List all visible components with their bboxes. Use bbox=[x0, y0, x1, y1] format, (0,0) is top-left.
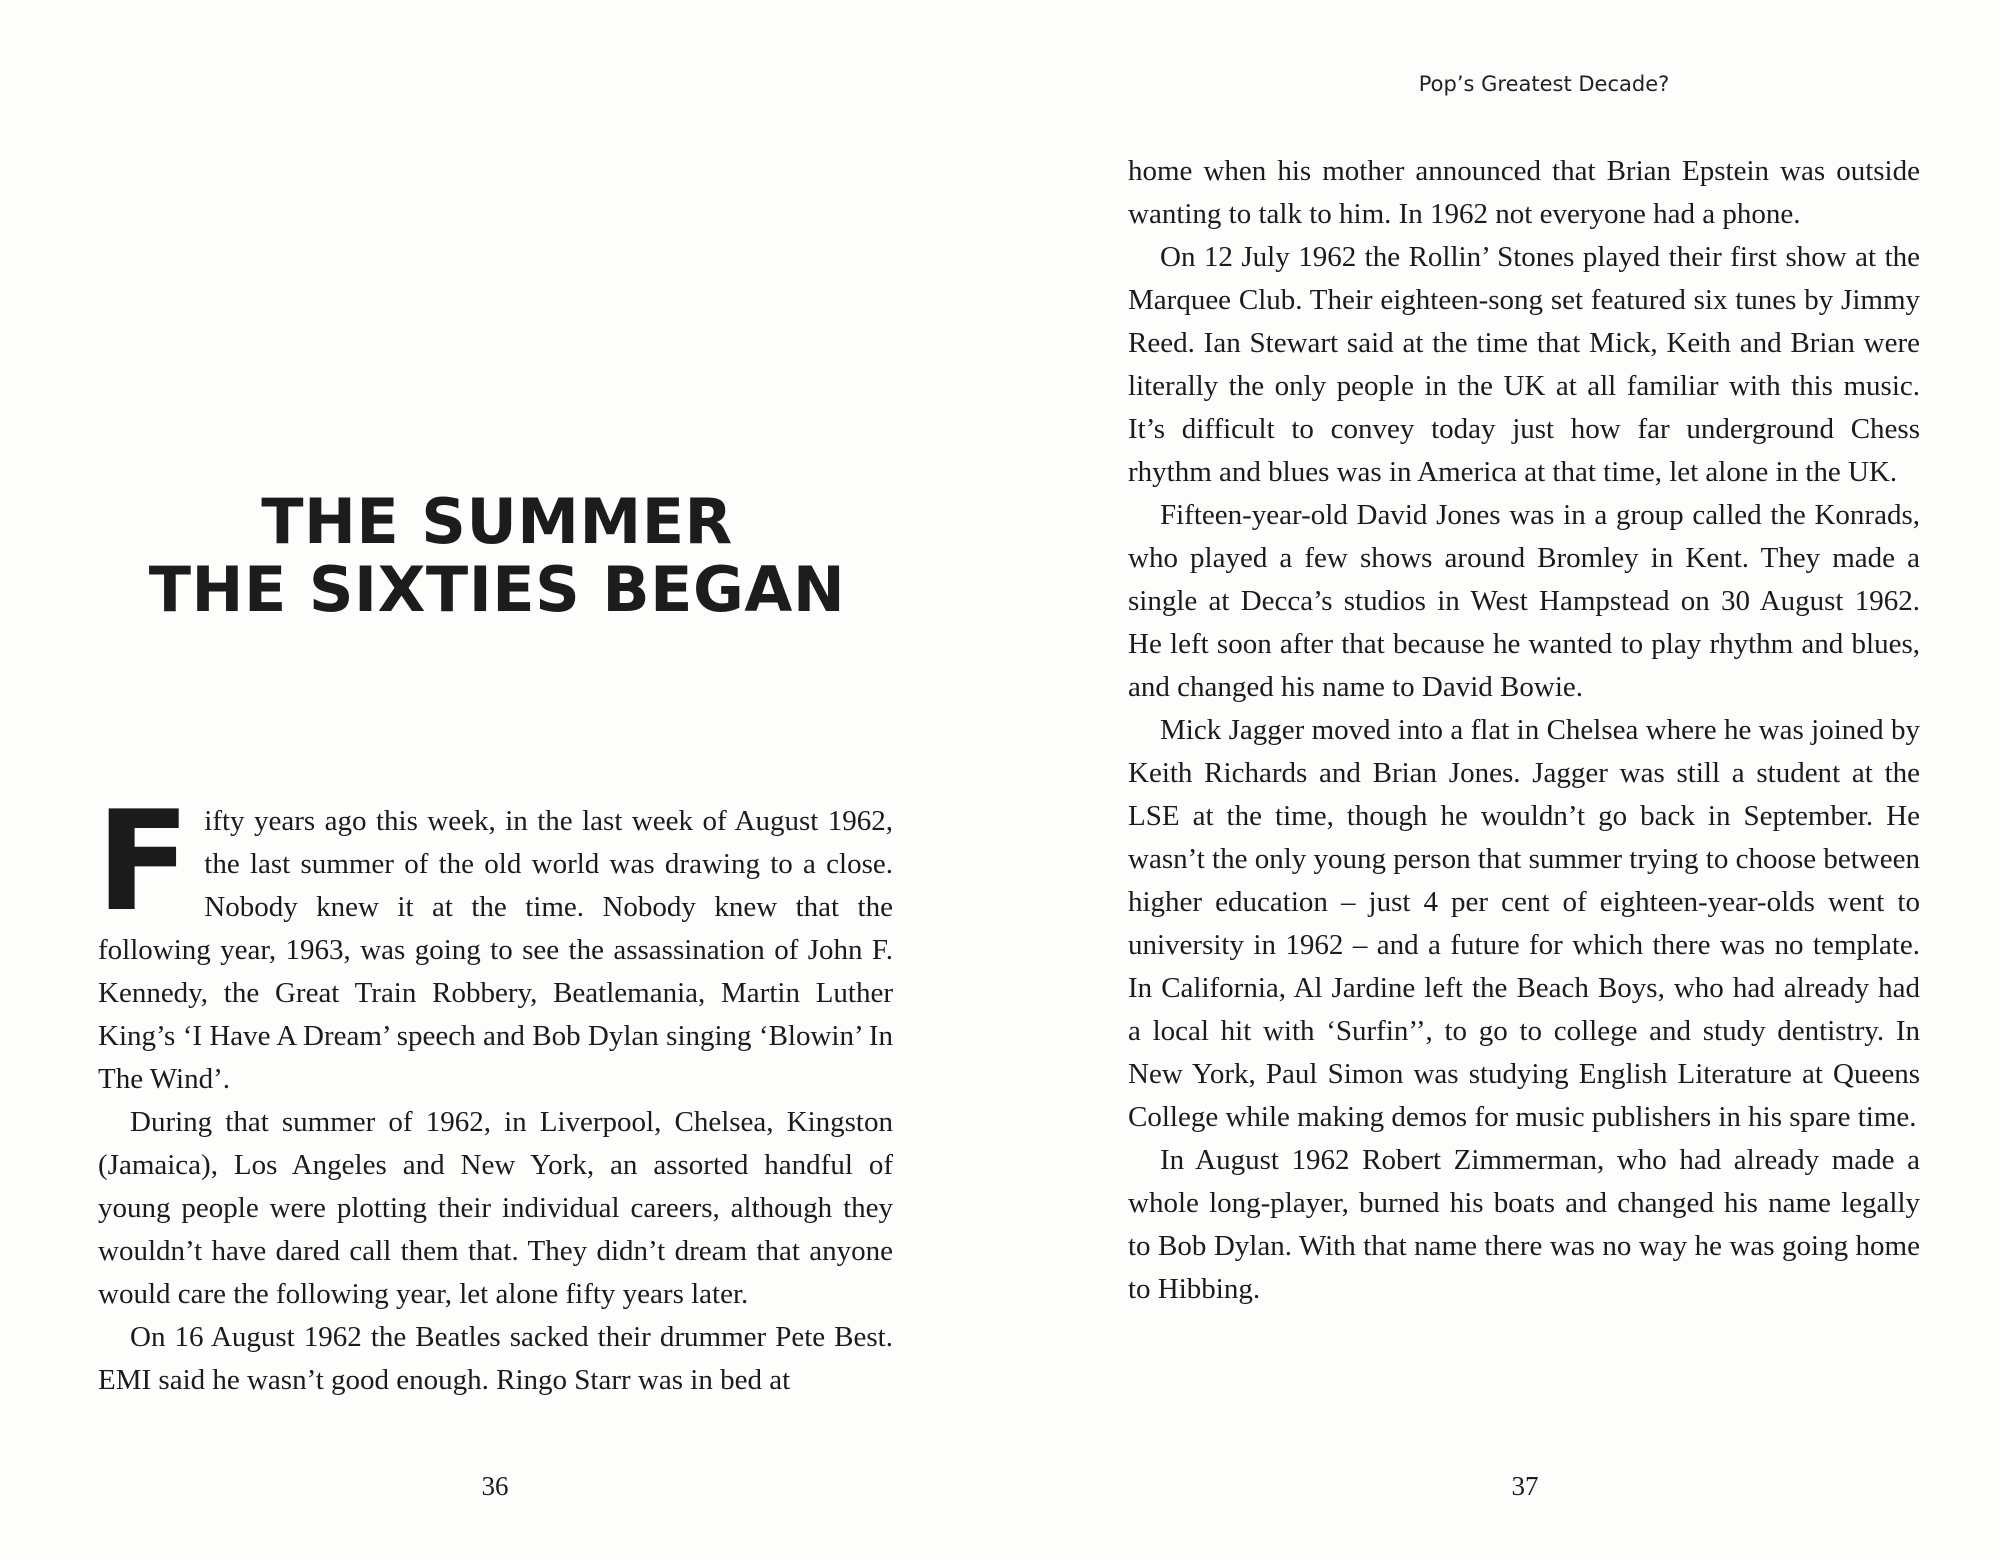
paragraph: During that summer of 1962, in Liverpool, Chelsea, Kingston (Jamaica), Los Angeles and New York, an assorted handful of young people were plotting their individual careers, although they wouldn’t have dared call them that. They didn’t dream that anyone would care the following year, let alone fifty years later. bbox=[98, 1106, 893, 1310]
running-head: Pop’s Greatest Decade? bbox=[1418, 72, 1670, 96]
paragraph: Fifteen-year-old David Jones was in a group called the Konrads, who played a few shows around Bromley in Kent. They made a single at Decca’s studios in West Hampstead on 30 August 1962. He left soon after that because he wanted to play rhythm and blues, and changed his name to David Bowie. bbox=[1128, 499, 1920, 703]
opening-paragraph bbox=[96, 781, 893, 1101]
opening-paragraph-text: ifty years ago this week, in the last week of August 1962, the last summer of the old world was drawing to a close. Nobody knew it at the time. Nobody knew that the following year, 1963, was going to see the assassination of John F. Kennedy, the Great Train Robbery, Beatlemania, Martin Luther King’s ‘I Have A Dream’ speech and Bob Dylan singing ‘Blowin’ In The Wind’. bbox=[98, 805, 893, 1095]
paragraph: On 12 July 1962 the Rollin’ Stones played their first show at the Marquee Club. Their eighteen-song set featured six tunes by Jimmy Reed. Ian Stewart said at the time that Mick, Keith and Brian were literally the only people in the UK at all familiar with this music. It’s difficult to convey today just how far underground Chess rhythm and blues was in America at that time, let alone in the UK. bbox=[1128, 241, 1920, 488]
paragraph: In August 1962 Robert Zimmerman, who had already made a whole long-player, burned his boats and changed his name legally to Bob Dylan. With that name there was no way he was going home to Hibbing. bbox=[1128, 1144, 1920, 1305]
continued-paragraph: home when his mother announced that Brian Epstein was outside wanting to talk to him. In 1962 not everyone had a phone. bbox=[1128, 155, 1920, 230]
chapter-title bbox=[98, 485, 896, 626]
drop-cap: F bbox=[96, 781, 191, 942]
paragraph: Mick Jagger moved into a flat in Chelsea where he was joined by Keith Richards and Brian Jones. Jagger was still a student at the LSE at the time, though he wouldn’t go back in September. He wasn’t the only young person that summer trying to choose between higher education – just 4 per cent of eighteen-year-olds went to university in 1962 – and a future for which there was no template. In California, Al Jardine left the Beach Boys, who had already had a local hit with ‘Surfin’’, to go to college and study dentistry. In New York, Paul Simon was studying English Literature at Queens College while making demos for music publishers in his spare time. bbox=[1128, 714, 1920, 1133]
page-number-left: 36 bbox=[481, 1471, 509, 1501]
right-page bbox=[1000, 0, 2000, 1559]
chapter-title-line-1: THE SUMMER bbox=[261, 485, 733, 558]
left-body-text bbox=[96, 781, 893, 1402]
page-number-right: 37 bbox=[1511, 1471, 1539, 1501]
paragraph: On 16 August 1962 the Beatles sacked their drummer Pete Best. EMI said he wasn’t good enough. Ringo Starr was in bed at bbox=[98, 1321, 893, 1396]
chapter-title-line-2: THE SIXTIES BEGAN bbox=[148, 553, 846, 626]
right-body-text bbox=[1128, 150, 1920, 1311]
